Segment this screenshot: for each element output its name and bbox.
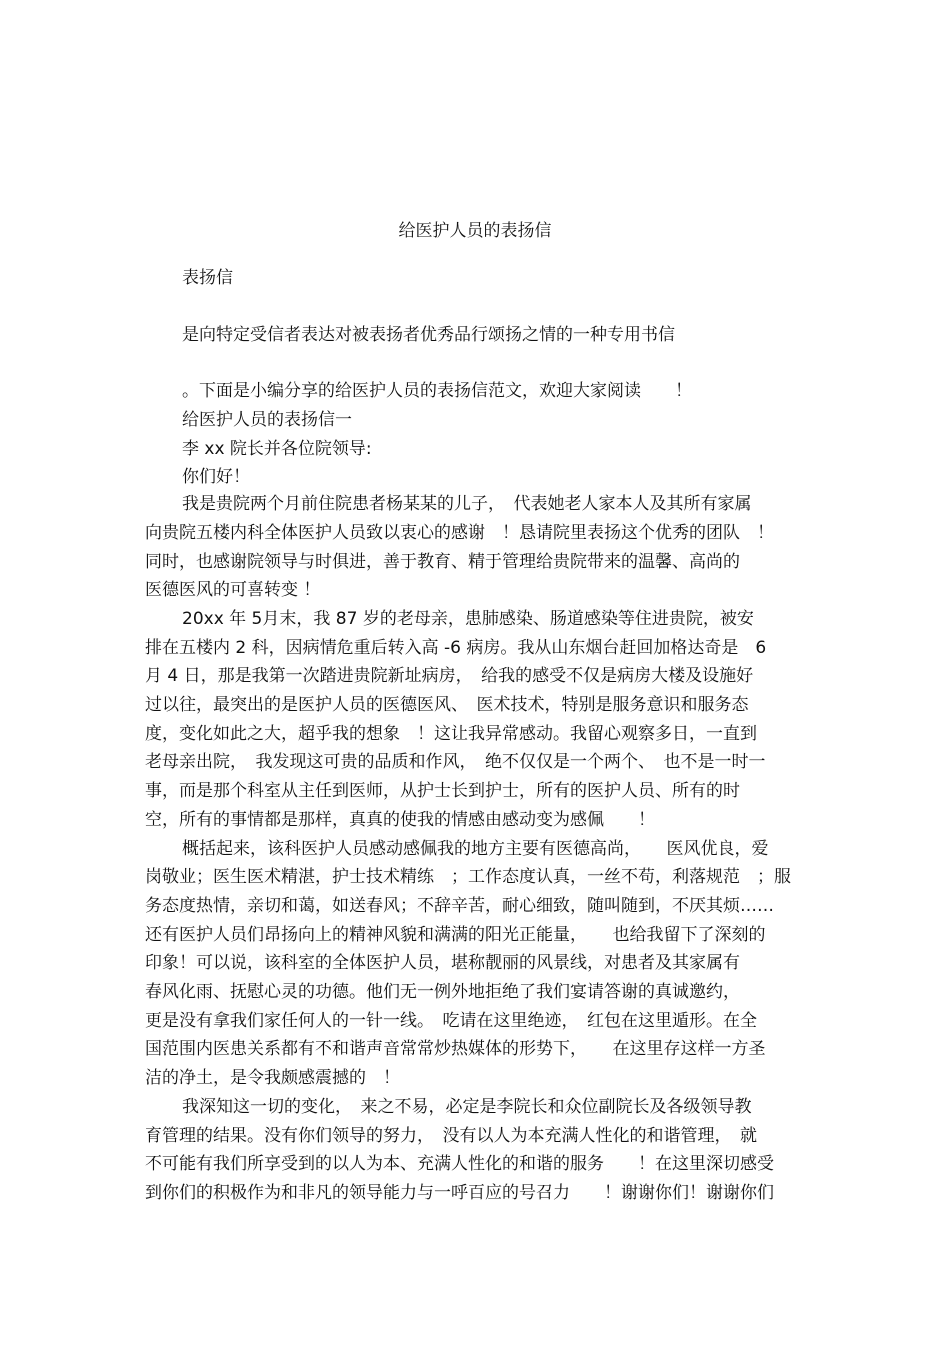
- paragraph-line: 印象！可以说，该科室的全体医护人员，堪称靓丽的风景线，对患者及其家属有: [145, 953, 740, 973]
- paragraph-line: 老母亲出院， 我发现这可贵的品质和作风， 绝不仅仅是一个两个、 也不是一时一: [145, 752, 766, 772]
- intro-lead: 。下面是小编分享的给医护人员的表扬信范文，欢迎大家阅读 ！: [182, 381, 692, 401]
- letter-subtitle: 给医护人员的表扬信一: [182, 410, 352, 430]
- paragraph-line: 月 4 日，那是我第一次踏进贵院新址病房， 给我的感受不仅是病房大楼及设施好: [145, 666, 754, 686]
- paragraph-line: 育管理的结果。没有你们领导的努力， 没有以人为本充满人性化的和谐管理， 就: [145, 1126, 757, 1146]
- intro-heading: 表扬信: [182, 268, 233, 288]
- paragraph-line: 20xx 年 5月末，我 87 岁的老母亲，患肺感染、肠道感染等住进贵院，被安: [182, 609, 754, 629]
- letter-salutation: 李 xx 院长并各位院领导:: [182, 439, 372, 459]
- paragraph-line: 同时，也感谢院领导与时俱进，善于教育、精于管理给贵院带来的温馨、高尚的: [145, 552, 740, 572]
- paragraph-line: 国范围内医患关系都有不和谐声音常常炒热媒体的形势下， 在这里存这样一方圣: [145, 1039, 766, 1059]
- paragraph-line: 向贵院五楼内科全体医护人员致以衷心的感谢 ！恳请院里表扬这个优秀的团队 ！: [145, 523, 774, 543]
- paragraph-line: 度，变化如此之大，超乎我的想象 ！这让我异常感动。我留心观察多日，一直到: [145, 724, 757, 744]
- document-title: 给医护人员的表扬信: [398, 221, 552, 241]
- paragraph-line: 春风化雨、抚慰心灵的功德。他们无一例外地拒绝了我们宴请答谢的真诚邀约，: [145, 982, 740, 1002]
- paragraph-line: 更是没有拿我们家任何人的一针一线。 吃请在这里绝迹， 红包在这里遁形。在全: [145, 1011, 757, 1031]
- paragraph-line: 岗敬业；医生医术精湛，护士技术精练 ；工作态度认真，一丝不苟，利落规范 ；服: [145, 867, 791, 887]
- paragraph-line: 洁的净土，是令我颇感震撼的 ！: [145, 1068, 400, 1088]
- paragraph-line: 我是贵院两个月前住院患者杨某某的儿子， 代表她老人家本人及其所有家属: [182, 494, 752, 514]
- paragraph-line: 我深知这一切的变化， 来之不易，必定是李院长和众位副院长及各级领导教: [182, 1097, 752, 1117]
- paragraph-line: 空，所有的事情都是那样，真真的使我的情感由感动变为感佩 ！: [145, 810, 655, 830]
- paragraph-line: 过以往，最突出的是医护人员的医德医风、 医术技术，特别是服务意识和服务态: [145, 695, 749, 715]
- paragraph-line: 排在五楼内 2 科，因病情危重后转入高 -6 病房。我从山东烟台赶回加格达奇是 6: [145, 638, 767, 658]
- intro-definition: 是向特定受信者表达对被表扬者优秀品行颂扬之情的一种专用书信: [182, 325, 675, 345]
- paragraph-line: 务态度热情，亲切和蔼，如送春风；不辞辛苦，耐心细致，随叫随到，不厌其烦……: [145, 896, 774, 916]
- paragraph-line: 医德医风的可喜转变 ！: [145, 580, 321, 600]
- paragraph-line: 事，而是那个科室从主任到医师，从护士长到护士，所有的医护人员、所有的时: [145, 781, 740, 801]
- letter-greeting: 你们好！: [182, 467, 250, 487]
- paragraph-line: 不可能有我们所享受到的以人为本、充满人性化的和谐的服务 ！在这里深切感受: [145, 1154, 774, 1174]
- paragraph-line: 到你们的积极作为和非凡的领导能力与一呼百应的号召力 ！谢谢你们！谢谢你们: [145, 1183, 774, 1203]
- paragraph-line: 概括起来，该科医护人员感动感佩我的地方主要有医德高尚， 医风优良，爱: [182, 839, 769, 859]
- paragraph-line: 还有医护人员们昂扬向上的精神风貌和满满的阳光正能量， 也给我留下了深刻的: [145, 925, 766, 945]
